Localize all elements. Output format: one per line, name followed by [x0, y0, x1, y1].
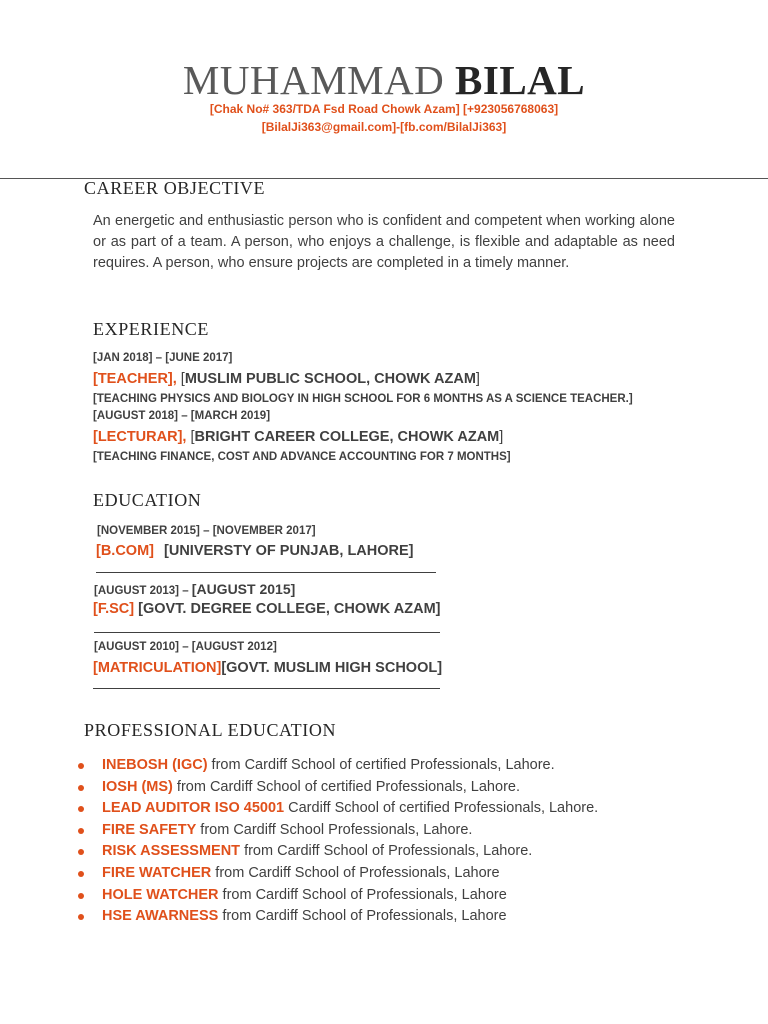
- job-title: [LECTURAR],: [93, 429, 187, 445]
- professional-education-list: [78, 755, 598, 928]
- degree: [F.SC]: [93, 601, 135, 617]
- experience-description: [TEACHING FINANCE, COST AND ADVANCE ACCOUNTING FOR 7 MONTHS]: [93, 451, 511, 463]
- date-separator: –: [199, 525, 213, 537]
- candidate-name: [0, 56, 768, 104]
- career-objective-text: An energetic and enthusiastic person who is confident and competent when working alone or as part of a team. A person, who enjoys a challenge, is flexible and adaptable as need requires. A person, who ensure projects are completed in a timely manner.: [93, 213, 675, 271]
- date-separator: –: [178, 410, 191, 422]
- certification-title: FIRE SAFETY: [102, 821, 197, 838]
- last-name: BILAL: [455, 57, 586, 103]
- date-start: [NOVEMBER 2015]: [97, 525, 200, 537]
- education-divider: [94, 632, 440, 633]
- education-divider: [93, 688, 440, 689]
- education-entry: [96, 543, 414, 559]
- institution: [GOVT. MUSLIM HIGH SCHOOL]: [221, 660, 443, 676]
- institution: [UNIVERSTY OF PUNJAB, LAHORE]: [164, 543, 414, 559]
- date-end: [AUGUST 2012]: [191, 641, 277, 653]
- date-start: [AUGUST 2018]: [93, 410, 178, 422]
- certification-title: RISK ASSESSMENT: [102, 843, 241, 860]
- date-start: [JAN 2018]: [93, 352, 153, 364]
- date-separator: –: [179, 585, 192, 597]
- certification-detail: from Cardiff School Professionals, Lahore.: [196, 821, 473, 838]
- list-item: [78, 798, 598, 820]
- degree: [MATRICULATION]: [93, 660, 222, 676]
- certification-detail: from Cardiff School of Professionals, Lahore: [211, 864, 500, 881]
- list-item: [78, 820, 598, 842]
- education-divider: [96, 572, 436, 573]
- certification-title: HSE AWARNESS: [102, 908, 219, 925]
- list-item: [78, 885, 598, 907]
- section-title-professional-education: PROFESSIONAL EDUCATION: [84, 720, 337, 740]
- certification-detail: from Cardiff School of Professionals, Lahore: [218, 908, 507, 925]
- institution: [GOVT. DEGREE COLLEGE, CHOWK AZAM]: [138, 601, 441, 617]
- list-item: [78, 906, 598, 928]
- education-dates: [94, 641, 277, 653]
- certification-detail: from Cardiff School of certified Professionals, Lahore.: [172, 778, 520, 795]
- bullet-icon: [78, 828, 84, 834]
- organization: BRIGHT CAREER COLLEGE, CHOWK AZAM: [194, 429, 500, 445]
- certification-title: HOLE WATCHER: [102, 886, 219, 903]
- date-separator: –: [152, 352, 166, 364]
- org-open: [: [186, 429, 195, 445]
- date-end: [AUGUST 2015]: [191, 581, 296, 597]
- contact-email-facebook: [BilalJi363@gmail.com]-[fb.com/BilalJi363]: [261, 120, 507, 134]
- bullet-icon: [78, 785, 84, 791]
- education-entry: [93, 601, 440, 617]
- organization: MUSLIM PUBLIC SCHOOL, CHOWK AZAM: [184, 371, 476, 387]
- certification-title: LEAD AUDITOR ISO 45001: [102, 800, 285, 817]
- bullet-icon: [78, 763, 84, 769]
- list-item: [78, 863, 598, 885]
- bullet-icon: [78, 914, 84, 920]
- certification-title: INEBOSH (IGC): [102, 757, 208, 773]
- bullet-icon: [78, 806, 84, 812]
- certification-title: FIRE WATCHER: [102, 864, 212, 881]
- bullet-icon: [78, 893, 84, 899]
- experience-role: [93, 429, 503, 445]
- list-item: [78, 755, 598, 777]
- date-end: [MARCH 2019]: [190, 410, 271, 422]
- education-entry: [93, 660, 442, 676]
- education-dates: [97, 525, 316, 537]
- certification-detail: Cardiff School of certified Professionals, Lahore.: [284, 800, 599, 817]
- list-item: [78, 777, 598, 799]
- section-title-education: EDUCATION: [93, 490, 202, 510]
- org-close: ]: [499, 429, 504, 445]
- certification-detail: from Cardiff School of certified Professionals, Lahore.: [207, 757, 555, 773]
- experience-dates: [93, 352, 232, 364]
- date-start: [AUGUST 2013]: [94, 585, 179, 597]
- certification-detail: from Cardiff School of Professionals, Lahore: [218, 886, 507, 903]
- date-end: [JUNE 2017]: [165, 352, 233, 364]
- bullet-icon: [78, 849, 84, 855]
- section-title-experience: EXPERIENCE: [93, 319, 209, 339]
- list-item: [78, 841, 598, 863]
- bullet-icon: [78, 871, 84, 877]
- contact-address-phone: [Chak No# 363/TDA Fsd Road Chowk Azam] [+923056768063]: [209, 102, 559, 116]
- date-start: [AUGUST 2010]: [94, 641, 179, 653]
- education-dates: [94, 581, 295, 597]
- date-end: [NOVEMBER 2017]: [212, 525, 316, 537]
- degree: [B.COM]: [96, 543, 154, 559]
- experience-dates: [93, 410, 270, 422]
- section-title-career-objective: CAREER OBJECTIVE: [84, 178, 266, 198]
- job-title: [TEACHER],: [93, 371, 177, 387]
- org-close: ]: [475, 371, 480, 387]
- certification-detail: from Cardiff School of Professionals, Lahore.: [240, 843, 533, 860]
- org-open: [: [176, 371, 185, 387]
- first-name: MUHAMMAD: [182, 57, 445, 103]
- experience-description: [TEACHING PHYSICS AND BIOLOGY IN HIGH SCHOOL FOR 6 MONTHS AS A SCIENCE TEACHER.]: [93, 393, 633, 405]
- certification-title: IOSH (MS): [102, 778, 173, 795]
- experience-role: [93, 371, 480, 387]
- date-separator: –: [179, 641, 192, 653]
